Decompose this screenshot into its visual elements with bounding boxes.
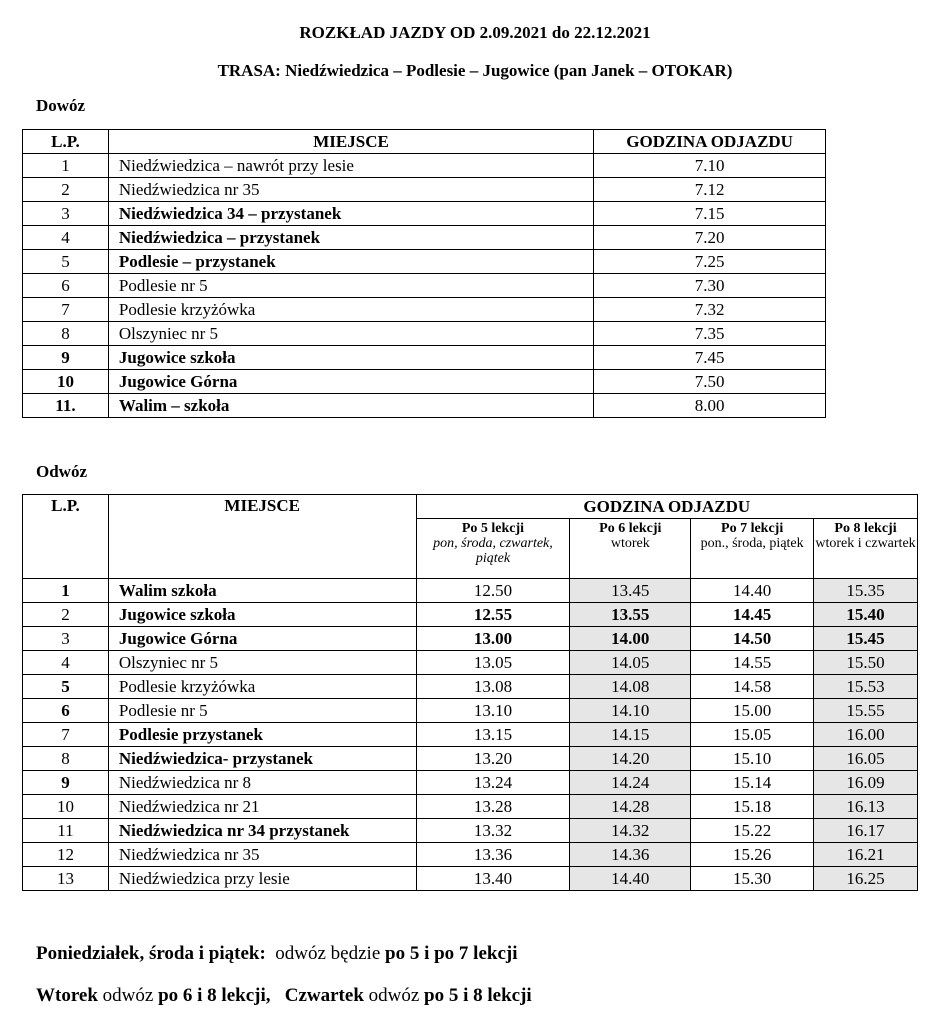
row-place: Jugowice szkoła [108,346,593,370]
row-place: Podlesie krzyżówka [108,298,593,322]
row-time-2: 14.05 [570,651,691,675]
row-time-4: 16.13 [814,795,918,819]
row-place: Walim – szkoła [108,394,593,418]
row-lp: 13 [23,867,109,891]
row-place: Niedźwiedzica nr 8 [108,771,416,795]
row-time-1: 13.00 [416,627,570,651]
dowoz-header-row [23,130,826,154]
table-row [23,274,826,298]
row-time-1: 13.15 [416,723,570,747]
row-place: Jugowice Górna [108,370,593,394]
footer-segment: Wtorek [36,985,98,1006]
table-row [23,346,826,370]
odwoz-heading: Odwóz [36,462,87,481]
row-time-4: 15.35 [814,579,918,603]
row-time-2: 14.20 [570,747,691,771]
subheader-lesson-3 [691,519,814,579]
row-time: 7.20 [594,226,826,250]
row-time-1: 12.55 [416,603,570,627]
row-time-1: 13.10 [416,699,570,723]
footer-segment: Poniedziałek, środa i piątek: [36,943,266,964]
table-row [23,250,826,274]
row-time-2: 13.45 [570,579,691,603]
row-time-1: 13.36 [416,843,570,867]
table-row [23,322,826,346]
row-place: Niedźwiedzica – przystanek [108,226,593,250]
row-time-2: 14.00 [570,627,691,651]
table-row [23,178,826,202]
row-lp: 8 [23,322,109,346]
table-row [23,795,918,819]
odwoz-body [23,579,918,891]
row-time-2: 14.24 [570,771,691,795]
row-time-2: 14.36 [570,843,691,867]
row-lp: 1 [23,579,109,603]
subheader-lesson-2 [570,519,691,579]
row-time-1: 12.50 [416,579,570,603]
row-lp: 3 [23,202,109,226]
row-time-1: 13.32 [416,819,570,843]
row-time-4: 16.25 [814,867,918,891]
row-place: Podlesie krzyżówka [108,675,416,699]
row-time-3: 15.26 [691,843,814,867]
table-row [23,603,918,627]
schedule-title: ROZKŁAD JAZDY OD 2.09.2021 do 22.12.2021 [299,23,651,42]
header-departure: GODZINA ODJAZDU [416,495,917,519]
table-row [23,651,918,675]
row-time-4: 16.09 [814,771,918,795]
table-row [23,627,918,651]
route-title: TRASA: Niedźwiedzica – Podlesie – Jugowice (pan Janek – OTOKAR) [217,61,733,80]
subheader-lesson-label: Po 6 lekcji [599,521,662,536]
subheader-lesson-label: Po 8 lekcji [834,521,897,536]
table-row [23,675,918,699]
row-lp: 8 [23,747,109,771]
row-lp: 9 [23,771,109,795]
footer-segment: odwóz [97,985,159,1006]
subheader-lesson-label: Po 5 lekcji [461,521,525,536]
row-place: Niedźwiedzica nr 35 [108,843,416,867]
table-row [23,771,918,795]
row-time-1: 13.20 [416,747,570,771]
table-row [23,370,826,394]
row-lp: 7 [23,723,109,747]
row-lp: 4 [23,226,109,250]
dowoz-table [22,129,826,418]
row-place: Olszyniec nr 5 [108,322,593,346]
row-lp: 9 [23,346,109,370]
footer-segment: odwóz [363,985,425,1006]
row-time-3: 14.40 [691,579,814,603]
row-time: 7.35 [594,322,826,346]
table-row [23,154,826,178]
row-time-2: 14.15 [570,723,691,747]
row-time-2: 14.32 [570,819,691,843]
row-place: Niedźwiedzica – nawrót przy lesie [108,154,593,178]
row-time-3: 15.10 [691,747,814,771]
row-lp: 10 [23,795,109,819]
row-time-4: 16.00 [814,723,918,747]
row-time-2: 14.08 [570,675,691,699]
dowoz-body [23,154,826,418]
row-time: 7.30 [594,274,826,298]
row-lp: 4 [23,651,109,675]
row-place: Jugowice Górna [108,627,416,651]
footer-segment: po 6 i 8 lekcji, [158,985,271,1006]
odwoz-table [22,494,918,891]
row-time-2: 14.10 [570,699,691,723]
subheader-lesson-label: Po 7 lekcji [721,521,784,536]
footer-segment: po 5 i 8 lekcji [424,985,532,1006]
row-time-1: 13.28 [416,795,570,819]
row-time: 7.15 [594,202,826,226]
row-place: Walim szkoła [108,579,416,603]
row-time-2: 14.40 [570,867,691,891]
table-row [23,867,918,891]
row-place: Niedźwiedzica nr 34 przystanek [108,819,416,843]
header-place: MIEJSCE [108,495,416,579]
subheader-days: wtorek [610,536,650,551]
row-time-4: 16.17 [814,819,918,843]
row-lp: 5 [23,250,109,274]
row-time-2: 14.28 [570,795,691,819]
row-time: 7.45 [594,346,826,370]
row-place: Podlesie – przystanek [108,250,593,274]
row-time-3: 15.05 [691,723,814,747]
table-row [23,394,826,418]
row-place: Olszyniec nr 5 [108,651,416,675]
table-row [23,202,826,226]
row-time-1: 13.24 [416,771,570,795]
subheader-lesson-1 [416,519,570,579]
row-time-1: 13.05 [416,651,570,675]
header-lp: L.P. [23,495,109,579]
row-lp: 11. [23,394,109,418]
row-lp: 10 [23,370,109,394]
row-time-4: 16.05 [814,747,918,771]
row-lp: 11 [23,819,109,843]
footer-note-2 [36,985,532,1007]
footer-segment: po 5 i po 7 lekcji [385,943,518,964]
footer-note-1 [36,943,518,965]
subheader-days: wtorek i czwartek [815,536,916,551]
header-departure: GODZINA ODJAZDU [594,130,826,154]
row-time-3: 14.58 [691,675,814,699]
row-lp: 2 [23,603,109,627]
table-row [23,298,826,322]
row-place: Niedźwiedzica nr 35 [108,178,593,202]
table-row [23,699,918,723]
row-time-3: 14.50 [691,627,814,651]
table-row [23,843,918,867]
subheader-days: pon, środa, czwartek, piątek [433,536,553,566]
row-lp: 6 [23,699,109,723]
row-place: Niedźwiedzica nr 21 [108,795,416,819]
footer-segment: odwóz będzie [265,943,386,964]
row-time: 7.50 [594,370,826,394]
row-time-1: 13.08 [416,675,570,699]
row-time-2: 13.55 [570,603,691,627]
table-row [23,226,826,250]
odwoz-header-row [23,495,918,519]
subheader-days: pon., środa, piątek [700,536,804,551]
row-time-3: 15.30 [691,867,814,891]
row-time-4: 15.53 [814,675,918,699]
row-time: 7.32 [594,298,826,322]
row-time-4: 15.45 [814,627,918,651]
subheader-lesson-4 [814,519,918,579]
row-lp: 5 [23,675,109,699]
row-time-1: 13.40 [416,867,570,891]
row-place: Podlesie nr 5 [108,274,593,298]
row-time: 8.00 [594,394,826,418]
row-place: Niedźwiedzica- przystanek [108,747,416,771]
row-time-3: 14.55 [691,651,814,675]
row-place: Podlesie nr 5 [108,699,416,723]
row-time-3: 15.18 [691,795,814,819]
row-time-4: 16.21 [814,843,918,867]
row-lp: 6 [23,274,109,298]
row-time: 7.10 [594,154,826,178]
table-row [23,819,918,843]
header-lp: L.P. [23,130,109,154]
row-time: 7.12 [594,178,826,202]
row-place: Niedźwiedzica przy lesie [108,867,416,891]
row-time: 7.25 [594,250,826,274]
header-place: MIEJSCE [108,130,593,154]
row-lp: 12 [23,843,109,867]
row-time-3: 14.45 [691,603,814,627]
dowoz-heading: Dowóz [36,96,86,115]
table-row [23,723,918,747]
row-time-3: 15.22 [691,819,814,843]
row-lp: 7 [23,298,109,322]
row-time-3: 15.14 [691,771,814,795]
row-lp: 2 [23,178,109,202]
row-time-4: 15.40 [814,603,918,627]
footer-segment: Czwartek [270,985,364,1006]
row-time-4: 15.50 [814,651,918,675]
row-lp: 3 [23,627,109,651]
row-place: Podlesie przystanek [108,723,416,747]
table-row [23,747,918,771]
row-time-4: 15.55 [814,699,918,723]
table-row [23,579,918,603]
row-time-3: 15.00 [691,699,814,723]
row-lp: 1 [23,154,109,178]
row-place: Niedźwiedzica 34 – przystanek [108,202,593,226]
row-place: Jugowice szkoła [108,603,416,627]
